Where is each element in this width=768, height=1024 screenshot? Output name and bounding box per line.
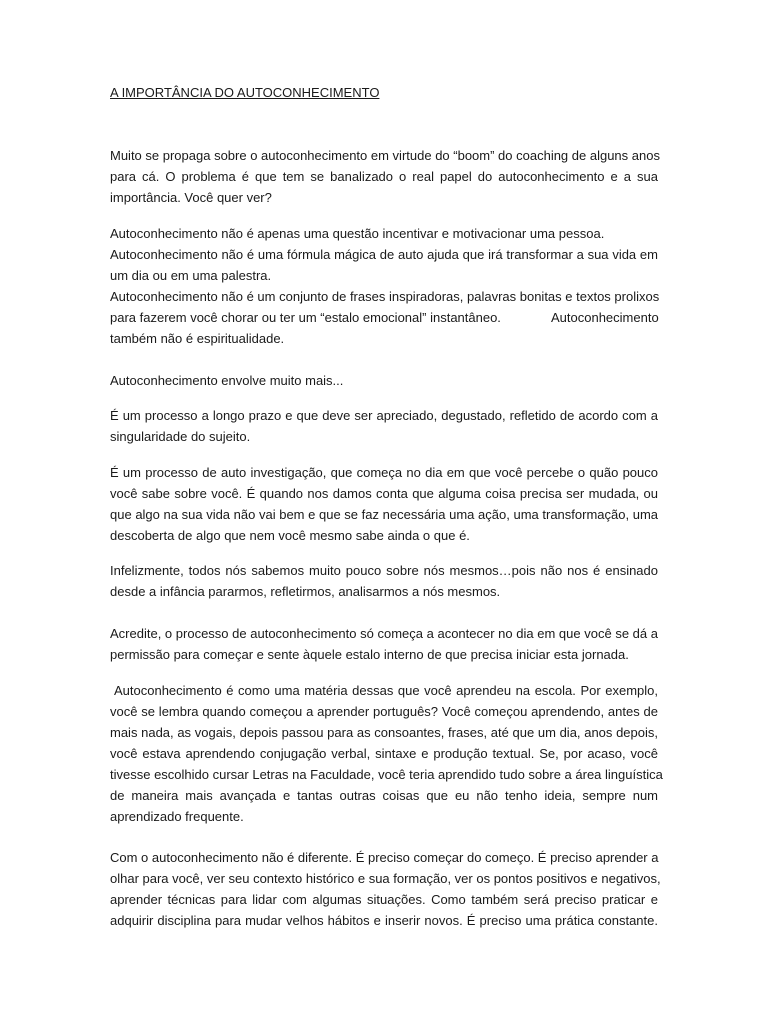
text-line: É um processo de auto investigação, que começa no dia em que você percebe o quão pouco	[110, 465, 658, 480]
text-line: também não é espiritualidade.	[110, 331, 285, 346]
text-line: permissão para começar e sente àquele estalo interno de que precisa iniciar esta jornada.	[110, 647, 629, 662]
text-line: aprendizado frequente.	[110, 809, 244, 824]
text-line: aprender técnicas para lidar com algumas situações. Como também será preciso praticar e	[110, 892, 658, 907]
text-line: que algo na sua vida não vai bem e que se faz necessária uma ação, uma transformação, uma	[110, 507, 658, 522]
text-line: você estava aprendendo conjugação verbal, sintaxe e produção textual. Se, por acaso, você	[110, 746, 658, 761]
document-title: A IMPORTÂNCIA DO AUTOCONHECIMENTO	[110, 85, 380, 100]
text-line: você se lembra quando começou a aprender português? Você começou aprendendo, antes de	[110, 704, 658, 719]
text-line: adquirir disciplina para mudar velhos hábitos e inserir novos. É preciso uma prática constante.	[110, 913, 658, 928]
text-line: Autoconhecimento não é apenas uma questão incentivar e motivacionar uma pessoa.	[110, 226, 605, 241]
text-line: Autoconhecimento não é um conjunto de frases inspiradoras, palavras bonitas e textos prolixos	[110, 289, 660, 304]
text-line: Autoconhecimento envolve muito mais...	[110, 373, 344, 388]
text-line: mais nada, as vogais, depois passou para as consoantes, frases, até que um dia, anos depois,	[110, 725, 658, 740]
text-line: É um processo a longo prazo e que deve ser apreciado, degustado, refletido de acordo com a	[110, 408, 658, 423]
text-line: Autoconhecimento	[551, 310, 659, 325]
text-line: desde a infância pararmos, refletirmos, analisarmos a nós mesmos.	[110, 584, 501, 599]
text-line: um dia ou em uma palestra.	[110, 268, 272, 283]
text-line: para fazerem você chorar ou ter um “estalo emocional” instantâneo.	[110, 310, 501, 325]
text-line: descoberta de algo que nem você mesmo sabe ainda o que é.	[110, 528, 470, 543]
text-line: olhar para você, ver seu contexto histórico e sua formação, ver os pontos positivos e negativos,	[110, 871, 661, 886]
text-line: de maneira mais avançada e tantas outras coisas que eu não tenho ideia, sempre num	[110, 788, 658, 803]
text-line: Autoconhecimento é como uma matéria dessas que você aprendeu na escola. Por exemplo,	[114, 683, 658, 698]
text-line: para cá. O problema é que tem se banalizado o real papel do autoconhecimento e a sua	[110, 169, 658, 184]
text-line: tivesse escolhido cursar Letras na Faculdade, você teria aprendido tudo sobre a área linguística	[110, 767, 663, 782]
text-line: Infelizmente, todos nós sabemos muito pouco sobre nós mesmos…pois não nos é ensinado	[110, 563, 658, 578]
text-line: singularidade do sujeito.	[110, 429, 251, 444]
text-line: você sabe sobre você. É quando nos damos conta que alguma coisa precisa ser mudada, ou	[110, 486, 658, 501]
text-line: Autoconhecimento não é uma fórmula mágica de auto ajuda que irá transformar a sua vida em	[110, 247, 658, 262]
text-line: Muito se propaga sobre o autoconhecimento em virtude do “boom” do coaching de alguns anos	[110, 148, 660, 163]
text-line: Acredite, o processo de autoconhecimento só começa a acontecer no dia em que você se dá a	[110, 626, 658, 641]
text-line: Com o autoconhecimento não é diferente. É preciso começar do começo. É preciso aprender a	[110, 850, 659, 865]
text-line: importância. Você quer ver?	[110, 190, 272, 205]
